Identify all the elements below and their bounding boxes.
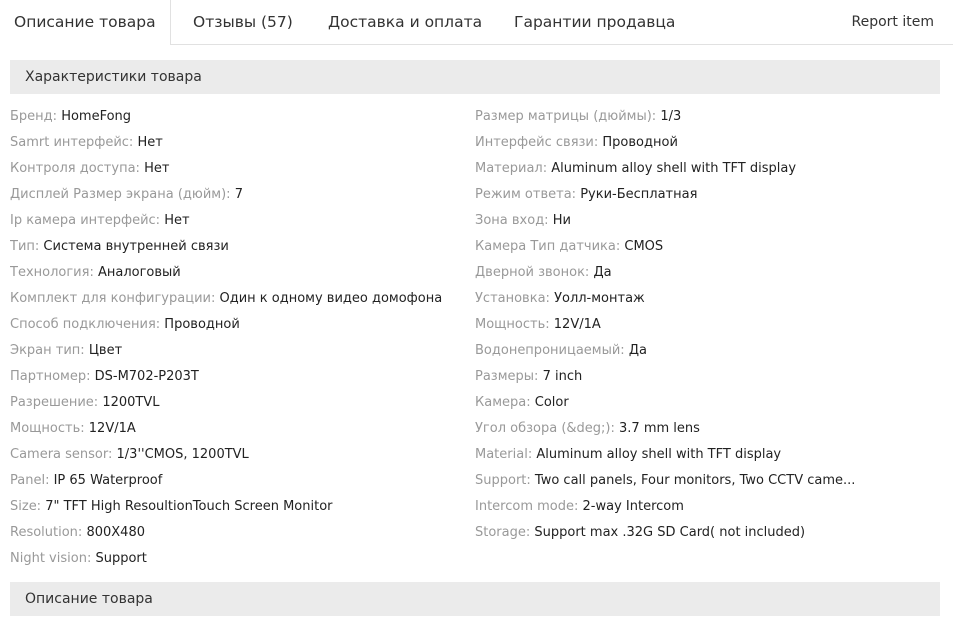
spec-key: Контроля доступа: bbox=[10, 161, 140, 176]
spec-row bbox=[10, 208, 470, 234]
spec-value: Нет bbox=[164, 213, 190, 228]
spec-key: Разрешение: bbox=[10, 395, 99, 410]
spec-value: Да bbox=[628, 343, 647, 358]
spec-value: 7 bbox=[234, 187, 243, 202]
spec-row bbox=[10, 468, 470, 494]
spec-row bbox=[475, 364, 940, 390]
spec-key: Бренд: bbox=[10, 109, 58, 124]
spec-value: IP 65 Waterproof bbox=[53, 473, 163, 488]
spec-key: Дверной звонок: bbox=[475, 265, 590, 280]
spec-row bbox=[10, 494, 470, 520]
spec-value: Color bbox=[534, 395, 569, 410]
spec-row bbox=[475, 338, 940, 364]
spec-key: Материал: bbox=[475, 161, 548, 176]
product-tabs bbox=[0, 0, 953, 45]
spec-key: Режим ответа: bbox=[475, 187, 577, 202]
spec-key: Тип: bbox=[10, 239, 40, 254]
spec-row bbox=[475, 156, 940, 182]
spec-row bbox=[10, 546, 470, 572]
spec-value: Система внутренней связи bbox=[43, 239, 229, 254]
spec-key: Экран тип: bbox=[10, 343, 85, 358]
spec-row bbox=[475, 442, 940, 468]
spec-row bbox=[10, 156, 470, 182]
spec-row bbox=[475, 520, 940, 546]
spec-value: 7 inch bbox=[542, 369, 583, 384]
spec-value: 2-way Intercom bbox=[582, 499, 684, 514]
spec-value: Support bbox=[95, 551, 147, 566]
spec-value: Один к одному видео домофона bbox=[219, 291, 443, 306]
spec-key: Camera sensor: bbox=[10, 447, 113, 462]
spec-row bbox=[475, 390, 940, 416]
spec-row bbox=[475, 234, 940, 260]
spec-value: Ни bbox=[552, 213, 571, 228]
tab-delivery-payment[interactable]: Доставка и оплата bbox=[328, 13, 483, 31]
tab-description[interactable]: Описание товара bbox=[0, 0, 171, 45]
specs-section-title: Характеристики товара bbox=[25, 69, 202, 85]
spec-key: Panel: bbox=[10, 473, 50, 488]
spec-value: Two call panels, Four monitors, Two CCTV came... bbox=[534, 473, 856, 488]
spec-value: Да bbox=[593, 265, 612, 280]
spec-key: Партномер: bbox=[10, 369, 91, 384]
spec-row bbox=[10, 364, 470, 390]
spec-value: 800X480 bbox=[86, 525, 145, 540]
spec-key: Угол обзора (&deg;): bbox=[475, 421, 615, 436]
spec-key: Storage: bbox=[475, 525, 531, 540]
spec-key: Material: bbox=[475, 447, 533, 462]
spec-value: Проводной bbox=[164, 317, 240, 332]
spec-key: Водонепроницаемый: bbox=[475, 343, 625, 358]
spec-value: Нет bbox=[144, 161, 170, 176]
specs-section-header bbox=[10, 60, 940, 94]
spec-value: 1200TVL bbox=[102, 395, 160, 410]
spec-key: Технология: bbox=[10, 265, 94, 280]
spec-row bbox=[10, 416, 470, 442]
spec-value: 1/3''CMOS, 1200TVL bbox=[116, 447, 249, 462]
spec-key: Мощность: bbox=[475, 317, 550, 332]
spec-value: 1/3 bbox=[660, 109, 682, 124]
spec-key: Мощность: bbox=[10, 421, 85, 436]
spec-key: Intercom mode: bbox=[475, 499, 579, 514]
report-item-link[interactable]: Report item bbox=[851, 14, 934, 30]
spec-row bbox=[475, 416, 940, 442]
spec-row bbox=[475, 494, 940, 520]
spec-value: 7" TFT High ResoultionTouch Screen Monitor bbox=[45, 499, 333, 514]
spec-row bbox=[475, 468, 940, 494]
tab-reviews[interactable]: Отзывы (57) bbox=[193, 13, 293, 31]
spec-key: Интерфейс связи: bbox=[475, 135, 599, 150]
spec-row bbox=[10, 130, 470, 156]
spec-key: Ip камера интерфейс: bbox=[10, 213, 161, 228]
spec-row bbox=[10, 104, 470, 130]
spec-row bbox=[10, 260, 470, 286]
spec-key: Размер матрицы (дюймы): bbox=[475, 109, 657, 124]
spec-row bbox=[10, 286, 470, 312]
spec-value: Support max .32G SD Card( not included) bbox=[534, 525, 806, 540]
spec-value: CMOS bbox=[624, 239, 664, 254]
spec-row bbox=[475, 260, 940, 286]
spec-value: Руки-Бесплатная bbox=[580, 187, 698, 202]
spec-row bbox=[475, 130, 940, 156]
spec-key: Size: bbox=[10, 499, 42, 514]
spec-key: Способ подключения: bbox=[10, 317, 161, 332]
specs-column-left bbox=[10, 104, 470, 572]
spec-key: Размеры: bbox=[475, 369, 539, 384]
spec-key: Камера: bbox=[475, 395, 531, 410]
spec-value: Aluminum alloy shell with TFT display bbox=[536, 447, 782, 462]
spec-value: Аналоговый bbox=[97, 265, 181, 280]
tab-seller-guarantees[interactable]: Гарантии продавца bbox=[514, 13, 676, 31]
spec-value: Цвет bbox=[88, 343, 123, 358]
description-section-header bbox=[10, 582, 940, 616]
spec-row bbox=[475, 182, 940, 208]
spec-row bbox=[475, 208, 940, 234]
spec-value: Уолл-монтаж bbox=[554, 291, 645, 306]
spec-value: 3.7 mm lens bbox=[619, 421, 700, 436]
spec-row bbox=[10, 390, 470, 416]
spec-row bbox=[475, 104, 940, 130]
spec-value: 12V/1A bbox=[88, 421, 136, 436]
spec-row bbox=[10, 312, 470, 338]
spec-row bbox=[10, 182, 470, 208]
spec-row bbox=[10, 338, 470, 364]
spec-row bbox=[10, 234, 470, 260]
spec-key: Камера Тип датчика: bbox=[475, 239, 621, 254]
spec-row bbox=[10, 520, 470, 546]
spec-value: Нет bbox=[137, 135, 163, 150]
spec-row bbox=[475, 286, 940, 312]
spec-key: Комплект для конфигурации: bbox=[10, 291, 216, 306]
spec-row bbox=[475, 312, 940, 338]
spec-value: Проводной bbox=[602, 135, 678, 150]
description-section-title: Описание товара bbox=[25, 591, 153, 607]
spec-key: Дисплей Размер экрана (дюйм): bbox=[10, 187, 231, 202]
spec-value: Aluminum alloy shell with TFT display bbox=[551, 161, 797, 176]
spec-key: Samrt интерфейс: bbox=[10, 135, 134, 150]
specs-column-right bbox=[475, 104, 940, 546]
spec-key: Night vision: bbox=[10, 551, 92, 566]
spec-value: 12V/1A bbox=[553, 317, 601, 332]
spec-row bbox=[10, 442, 470, 468]
spec-value: HomeFong bbox=[61, 109, 132, 124]
spec-key: Зона вход: bbox=[475, 213, 549, 228]
spec-key: Support: bbox=[475, 473, 531, 488]
spec-key: Установка: bbox=[475, 291, 550, 306]
spec-key: Resolution: bbox=[10, 525, 83, 540]
spec-value: DS-M702-P203T bbox=[94, 369, 199, 384]
